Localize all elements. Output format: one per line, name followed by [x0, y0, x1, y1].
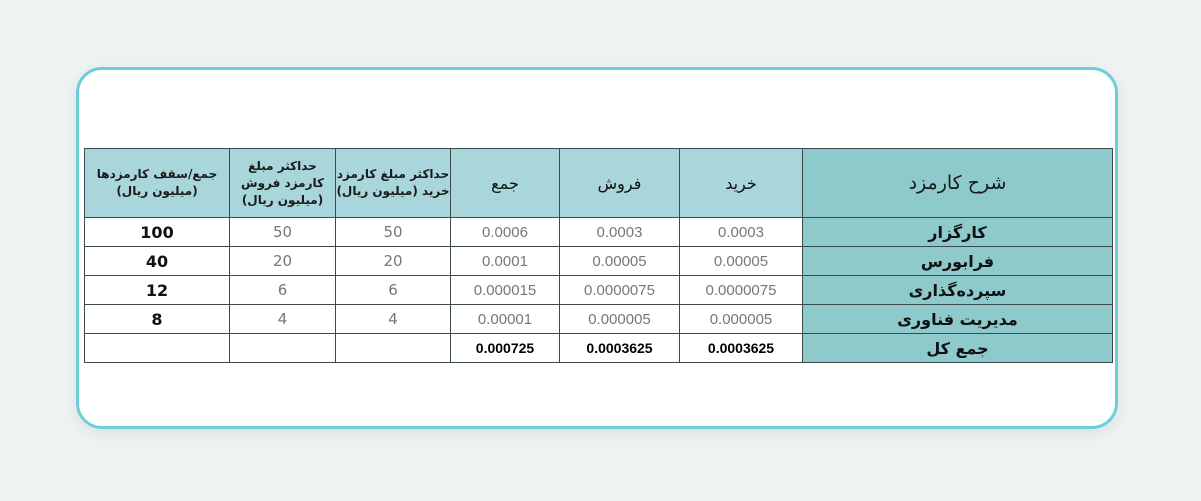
header-sum: جمع: [451, 149, 560, 218]
total-row: [85, 334, 1113, 363]
table-row: [85, 305, 1113, 334]
fee-table: [84, 148, 1113, 363]
max-buy-cell: 20: [336, 247, 451, 276]
cap-total-cell: 12: [85, 276, 230, 305]
sell-cell: 0.000005: [560, 305, 680, 334]
header-cap-total: جمع/سقف کارمزدها (میلیون ریال): [85, 149, 230, 218]
sum-cell: 0.0001: [451, 247, 560, 276]
header-row: [85, 149, 1113, 218]
cap-total-cell: 40: [85, 247, 230, 276]
buy-cell: 0.0003: [680, 218, 803, 247]
max-buy-cell: 50: [336, 218, 451, 247]
table-row: [85, 218, 1113, 247]
max-sell-cell: 50: [230, 218, 336, 247]
total-sell-cell: 0.0003625: [560, 334, 680, 363]
cap-total-cell: 8: [85, 305, 230, 334]
header-description: شرح کارمزد: [803, 149, 1113, 218]
sell-cell: 0.00005: [560, 247, 680, 276]
total-buy-cell: 0.0003625: [680, 334, 803, 363]
header-buy: خرید: [680, 149, 803, 218]
row-label: سپرده‌گذاری: [803, 276, 1113, 305]
sum-cell: 0.00001: [451, 305, 560, 334]
sell-cell: 0.0003: [560, 218, 680, 247]
total-sum-cell: 0.000725: [451, 334, 560, 363]
max-buy-cell: [336, 334, 451, 363]
sum-cell: 0.0006: [451, 218, 560, 247]
table-row: [85, 276, 1113, 305]
cap-total-cell: 100: [85, 218, 230, 247]
max-sell-cell: 6: [230, 276, 336, 305]
row-label: فرابورس: [803, 247, 1113, 276]
total-label: جمع کل: [803, 334, 1113, 363]
header-max-buy: حداکثر مبلغ کارمزد خرید (میلیون ریال): [336, 149, 451, 218]
max-buy-cell: 4: [336, 305, 451, 334]
table-row: [85, 247, 1113, 276]
sell-cell: 0.0000075: [560, 276, 680, 305]
header-sell: فروش: [560, 149, 680, 218]
cap-total-cell: [85, 334, 230, 363]
max-sell-cell: 4: [230, 305, 336, 334]
max-sell-cell: [230, 334, 336, 363]
header-max-sell: حداکثر مبلغ کارمزد فروش (میلیون ریال): [230, 149, 336, 218]
buy-cell: 0.0000075: [680, 276, 803, 305]
max-buy-cell: 6: [336, 276, 451, 305]
buy-cell: 0.00005: [680, 247, 803, 276]
max-sell-cell: 20: [230, 247, 336, 276]
row-label: مدیریت فناوری: [803, 305, 1113, 334]
sum-cell: 0.000015: [451, 276, 560, 305]
buy-cell: 0.000005: [680, 305, 803, 334]
row-label: کارگزار: [803, 218, 1113, 247]
